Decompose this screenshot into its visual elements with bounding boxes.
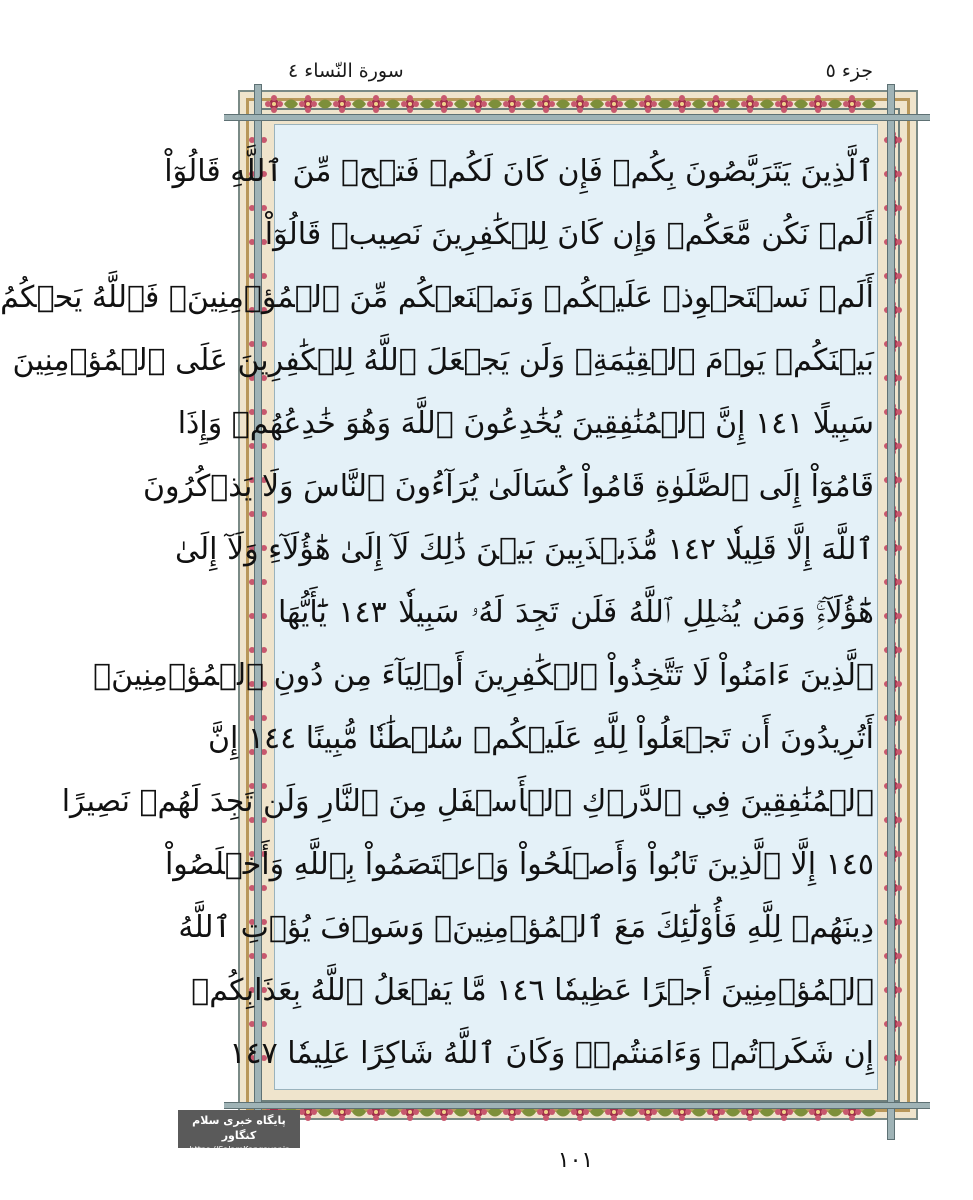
leaf-ornament — [692, 100, 706, 109]
flower-ornament — [299, 95, 317, 113]
juz-header: جزء ٥ — [825, 60, 873, 82]
verse-line: ٱلۡمُنَٰفِقِينَ فِي ٱلدَّرۡكِ ٱلۡأَسۡفَلِ مِنَ ٱلنَّارِ وَلَن تَجِدَ لَهُمۡ نَصِيرًا — [61, 784, 874, 819]
leaf-ornament — [590, 100, 604, 109]
flower-ornament — [265, 95, 283, 113]
verse-line: ١٤٥ إِلَّا ٱلَّذِينَ تَابُواْ وَأَصۡلَحُواْ وَٱعۡتَصَمُواْ بِٱللَّهِ وَأَخۡلَصُواْ — [164, 847, 874, 882]
leaf-ornament — [284, 100, 298, 109]
leaf-ornament — [794, 100, 808, 109]
leaf-ornament — [624, 100, 638, 109]
watermark-badge — [178, 1110, 300, 1154]
leaf-ornament — [760, 100, 774, 109]
verse-line: سَبِيلًا ١٤١ إِنَّ ٱلۡمُنَٰفِقِينَ يُخَٰدِعُونَ ٱللَّهَ وَهُوَ خَٰدِعُهُمۡ وَإِذَا — [177, 406, 874, 441]
leaf-ornament — [828, 100, 842, 109]
verse-line: بَيۡنَكُمۡ يَوۡمَ ٱلۡقِيَٰمَةِۗ وَلَن يَجۡعَلَ ٱللَّهُ لِلۡكَٰفِرِينَ عَلَى ٱلۡمُؤۡمِنِينَ — [12, 343, 874, 378]
verse-line: ٱلۡمُؤۡمِنِينَ أَجۡرًا عَظِيمٗا ١٤٦ مَّا يَفۡعَلُ ٱللَّهُ بِعَذَابِكُمۡ — [191, 973, 874, 1008]
leaf-ornament — [488, 100, 502, 109]
leaf-ornament — [726, 100, 740, 109]
leaf-ornament — [556, 100, 570, 109]
flower-ornament — [401, 95, 419, 113]
leaf-ornament — [522, 100, 536, 109]
right-pillar — [887, 84, 895, 1140]
flower-ornament — [741, 95, 759, 113]
flower-ornament — [775, 95, 793, 113]
verse-line: هَٰٓؤُلَآءِۚ وَمَن يُضۡلِلِ ٱللَّهُ فَلَن تَجِدَ لَهُۥ سَبِيلٗا ١٤٣ يَٰٓأَيُّهَا — [278, 595, 874, 630]
watermark-url: https://SalamKangavar.ir — [189, 1145, 289, 1154]
flower-ornament — [537, 95, 555, 113]
flower-ornament — [435, 95, 453, 113]
leaf-ornament — [352, 100, 366, 109]
verse-line: أَلَمۡ نَسۡتَحۡوِذۡ عَلَيۡكُمۡ وَنَمۡنَعۡكُم مِّنَ ٱلۡمُؤۡمِنِينَۚ فَٱللَّهُ يَحۡكُمُ — [0, 280, 874, 315]
flower-ornament — [809, 95, 827, 113]
verse-line: ٱللَّهَ إِلَّا قَلِيلٗا ١٤٢ مُّذَبۡذَبِينَ بَيۡنَ ذَٰلِكَ لَآ إِلَىٰ هَٰٓؤُلَآءِ وَلَآ إِلَىٰ — [174, 532, 874, 567]
verse-line: ٱلَّذِينَ يَتَرَبَّصُونَ بِكُمۡ فَإِن كَانَ لَكُمۡ فَتۡحٞ مِّنَ ٱللَّهِ قَالُوٓاْ — [164, 154, 874, 189]
verse-line: أَلَمۡ نَكُن مَّعَكُمۡ وَإِن كَانَ لِلۡكَٰفِرِينَ نَصِيبٞ قَالُوٓاْ — [264, 217, 874, 252]
flower-ornament — [469, 95, 487, 113]
flower-ornament — [639, 95, 657, 113]
leaf-ornament — [862, 100, 876, 109]
watermark-title: پایگاه خبری سلام کنگاور — [192, 1114, 286, 1142]
flower-ornament — [673, 95, 691, 113]
flower-ornament — [707, 95, 725, 113]
verse-line: إِن شَكَرۡتُمۡ وَءَامَنتُمۡۚ وَكَانَ ٱللَّهُ شَاكِرًا عَلِيمٗا ١٤٧ — [229, 1036, 874, 1071]
leaf-ornament — [454, 100, 468, 109]
leaf-ornament — [420, 100, 434, 109]
verse-line: دِينَهُمۡ لِلَّهِ فَأُوْلَٰٓئِكَ مَعَ ٱلۡمُؤۡمِنِينَۖ وَسَوۡفَ يُؤۡتِ ٱللَّهُ — [178, 910, 874, 945]
flower-ornament — [367, 95, 385, 113]
leaf-ornament — [658, 100, 672, 109]
verse-lines — [0, 130, 874, 1090]
flower-ornament — [503, 95, 521, 113]
verse-line: قَامُوٓاْ إِلَى ٱلصَّلَوٰةِ قَامُواْ كُسَالَىٰ يُرَآءُونَ ٱلنَّاسَ وَلَا يَذۡكُرُونَ — [142, 469, 874, 504]
verse-line: ٱلَّذِينَ ءَامَنُواْ لَا تَتَّخِذُواْ ٱلۡكَٰفِرِينَ أَوۡلِيَآءَ مِن دُونِ ٱلۡمُؤۡمِنِينَۚ — [93, 658, 874, 693]
verse-line: أَتُرِيدُونَ أَن تَجۡعَلُواْ لِلَّهِ عَلَيۡكُمۡ سُلۡطَٰنٗا مُّبِينًا ١٤٤ إِنَّ — [208, 721, 874, 756]
flower-ornament — [605, 95, 623, 113]
surah-header: سورة النّساء ٤ — [288, 60, 404, 82]
leaf-ornament — [386, 100, 400, 109]
bottom-rule — [224, 1102, 930, 1109]
flower-ornament — [843, 95, 861, 113]
flower-ornament — [571, 95, 589, 113]
page-number: ١٠١ — [557, 1148, 594, 1173]
top-rule — [224, 114, 930, 121]
leaf-ornament — [318, 100, 332, 109]
flower-ornament — [333, 95, 351, 113]
